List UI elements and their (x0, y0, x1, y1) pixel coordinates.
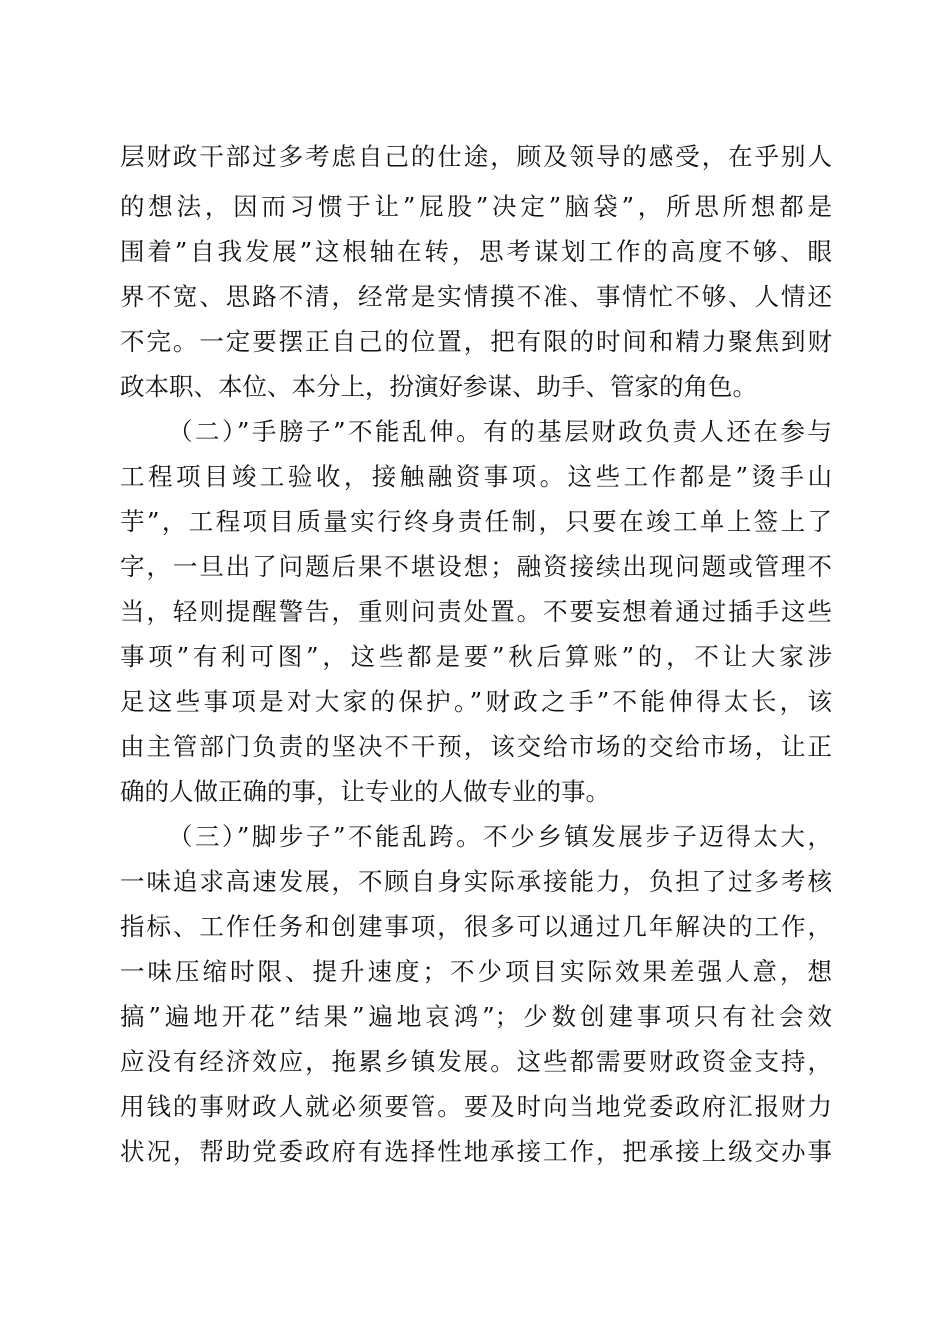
text-line: 字，一旦出了问题后果不堪设想；融资接续出现问题或管理不 (120, 552, 832, 581)
text-line: 当，轻则提醒警告，重则问责处置。不要妄想着通过插手这些 (120, 597, 832, 626)
text-line: 的想法，因而习惯于让”屁股”决定”脑袋”，所思所想都是 (120, 192, 832, 221)
text-line: 应没有经济效应，拖累乡镇发展。这些都需要财政资金支持， (120, 1047, 832, 1076)
text-line: 指标、工作任务和创建事项，很多可以通过几年解决的工作， (120, 912, 832, 941)
text-line: 界不宽、思路不清，经常是实情摸不准、事情忙不够、人情还 (120, 282, 832, 311)
text-line: 搞”遍地开花”结果”遍地哀鸿”；少数创建事项只有社会效 (120, 1002, 832, 1031)
text-line: 层财政干部过多考虑自己的仕途，顾及领导的感受，在乎别人 (120, 142, 832, 171)
text-line: 芋”，工程项目质量实行终身责任制，只要在竣工单上签上了 (120, 507, 832, 536)
text-line: 一味追求高速发展，不顾自身实际承接能力，负担了过多考核 (120, 867, 832, 896)
text-line: 用钱的事财政人就必须要管。要及时向当地党委政府汇报财力 (120, 1092, 832, 1121)
text-line: 工程项目竣工验收，接触融资事项。这些工作都是”烫手山 (120, 462, 832, 491)
text-line: 由主管部门负责的坚决不干预，该交给市场的交给市场，让正 (120, 732, 832, 761)
text-line: 事项”有利可图”，这些都是要”秋后算账”的，不让大家涉 (120, 642, 832, 671)
text-line: 状况，帮助党委政府有选择性地承接工作，把承接上级交办事 (120, 1137, 832, 1166)
section-heading-line: （三）”脚步子”不能乱跨。不少乡镇发展步子迈得太大， (168, 822, 832, 851)
text-line: 不完。一定要摆正自己的位置，把有限的时间和精力聚焦到财 (120, 327, 832, 356)
text-line: 一味压缩时限、提升速度；不少项目实际效果差强人意，想 (120, 957, 832, 986)
text-line: 政本职、本位、本分上，扮演好参谋、助手、管家的角色。 (120, 372, 757, 401)
text-line: 足这些事项是对大家的保护。”财政之手”不能伸得太长，该 (120, 687, 832, 716)
text-line: 围着”自我发展”这根轴在转，思考谋划工作的高度不够、眼 (120, 237, 832, 266)
text-line: 确的人做正确的事，让专业的人做专业的事。 (120, 777, 610, 806)
section-heading-line: （二）”手膀子”不能乱伸。有的基层财政负责人还在参与 (168, 417, 832, 446)
